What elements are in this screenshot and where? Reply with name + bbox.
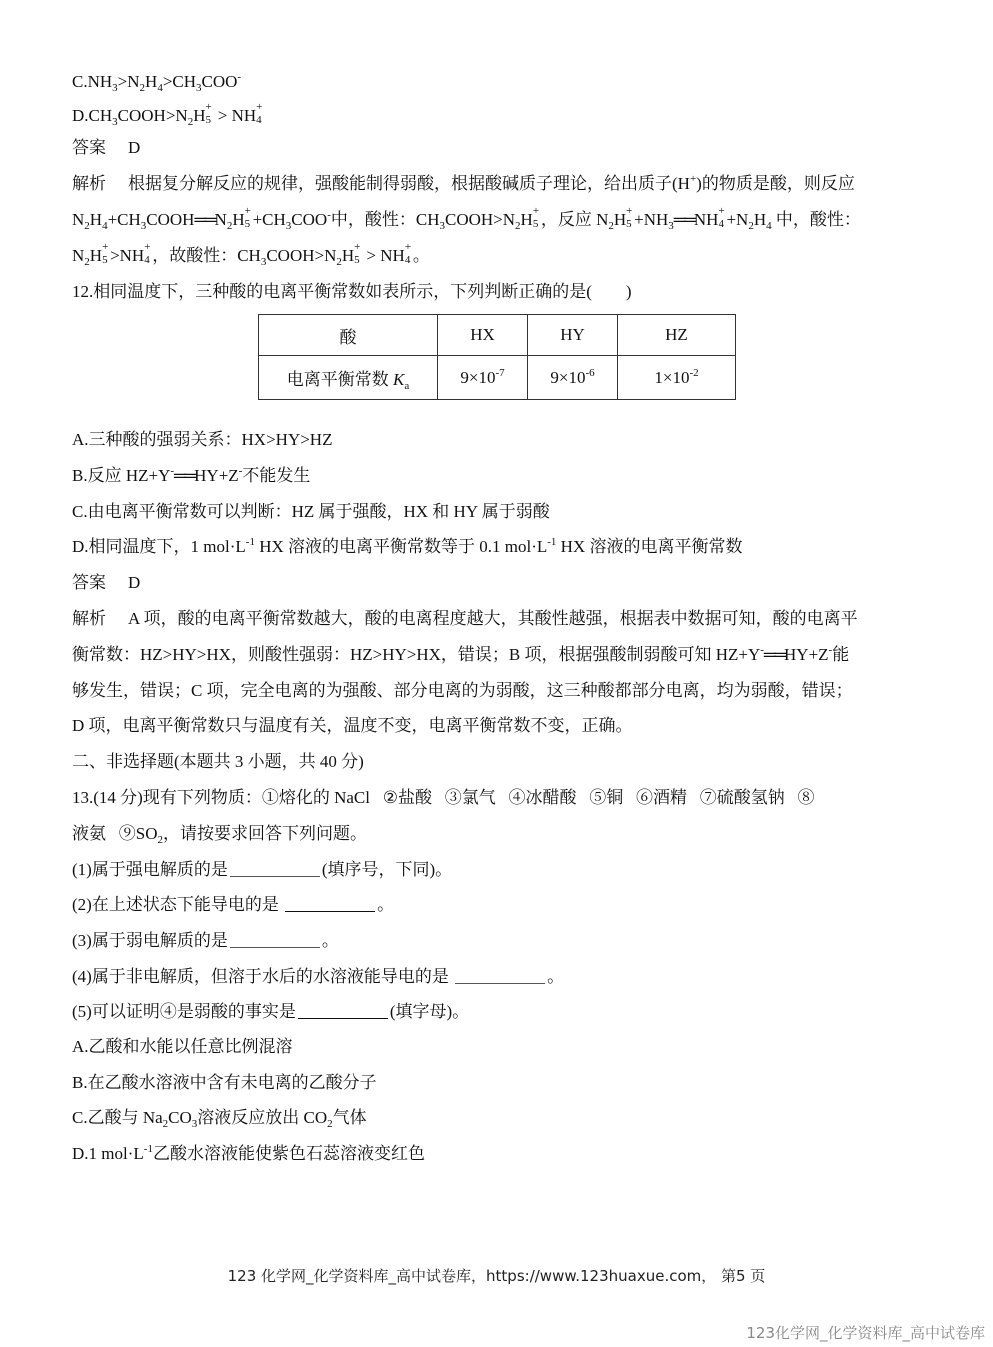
q13-sub1 <box>72 858 452 882</box>
q12-option-c: C.由电离平衡常数可以判断：HZ 属于强酸，HX 和 HY 属于弱酸 <box>72 502 550 521</box>
q13-item: ⑥酒精 <box>635 788 687 807</box>
q12-stem: 12.相同温度下，三种酸的电离平衡常数如表所示，下列判断正确的是( ) <box>72 282 632 301</box>
sub5-suffix: (填字母)。 <box>389 1002 470 1021</box>
so2-subscript: 2 <box>157 834 163 846</box>
q12-analysis-line4: D 项，电离平衡常数只与温度有关，温度不变，电离平衡常数不变，正确。 <box>72 716 633 735</box>
sub5-text: (5)可以证明④是弱酸的事实是 <box>72 1002 296 1021</box>
q13-option-c: C.乙酸与 $Na_2CO_3$溶液反应放出 $CO_2$气体 <box>72 1108 367 1130</box>
option-d-part3: HX 溶液的电离平衡常数 <box>556 537 743 556</box>
option-d-exp: -1 <box>143 1143 153 1155</box>
answer-blank-1[interactable] <box>230 860 320 877</box>
q13-option-b: B.在乙酸水溶液中含有未电离的乙酸分子 <box>72 1073 377 1092</box>
table-cell-hx <box>438 356 528 400</box>
option-d-exp1: -1 <box>245 536 255 548</box>
option-b-suffix: 不能发生 <box>242 466 311 485</box>
analysis-label: 解析 <box>72 609 106 628</box>
option-d-part2: HX 溶液的电离平衡常数等于 0.1 mol·L <box>254 537 548 556</box>
answer-blank-5[interactable] <box>298 1002 388 1019</box>
q12-answer <box>72 571 140 595</box>
answer-blank-2[interactable] <box>285 895 375 912</box>
q13-item: 液氨 <box>72 824 106 843</box>
q13-item: ①熔化的 NaCl <box>261 788 370 807</box>
page-footer: 123 化学网_化学资料库_高中试卷库，https://www.123huaxue.com， 第5 页 <box>227 1267 766 1285</box>
q13-instruction: ，请按要求回答下列问题。 <box>162 824 367 843</box>
hz-mantissa: 1×10 <box>654 367 690 387</box>
option-b-mid: HY+Z <box>194 466 239 485</box>
q13-option-d <box>72 1142 425 1166</box>
q12-option-d <box>72 535 742 559</box>
table-header-hy: HY <box>528 315 618 356</box>
q13-sub5 <box>72 1000 469 1024</box>
q12-analysis-line2: 衡常数：HZ>HY>HX，则酸性强弱：HZ>HY>HX，错误；B 项，根据强酸制弱酸可知 HZ+Y-══HY+Z-能 <box>72 644 850 664</box>
q13-item: ⑧ <box>797 788 815 807</box>
answer-label: 答案 <box>72 573 106 592</box>
analysis-text: HY+Z <box>784 645 829 664</box>
option-c-prev: $C.NH_3>N_2H_4>CH_3COO^-$ <box>72 71 242 94</box>
hx-exp: -7 <box>495 366 505 379</box>
sub4-suffix: 。 <box>547 967 565 986</box>
q12-analysis-line1 <box>72 607 858 631</box>
analysis-text: 能 <box>832 645 850 664</box>
option-d-text: 乙酸水溶液能使紫色石蕊溶液变红色 <box>152 1144 425 1163</box>
ka-symbol: K <box>393 370 405 389</box>
watermark: 123化学网_化学资料库_高中试卷库 <box>746 1324 985 1342</box>
analysis-prev-line3: $N_2H$ + 5 >NH + 4 ，故酸性：$CH_3COOH>N_2H$ + 5 > NH + 4 。 <box>72 241 430 268</box>
analysis-prev-line1: 解析 根据复分解反应的规律，强酸能制得弱酸，根据酸碱质子理论，给出质子(H+)的物质是酸，则反应 <box>72 173 855 193</box>
sub3-text: (3)属于弱电解质的是 <box>72 931 228 950</box>
q13-item: ⑨SO <box>118 824 158 843</box>
q13-item: ④冰醋酸 <box>508 788 577 807</box>
answer-blank-3[interactable] <box>230 931 320 948</box>
analysis-label: 解析 <box>72 174 106 193</box>
answer-blank-4[interactable] <box>455 967 545 984</box>
analysis-text: A 项，酸的电离平衡常数越大，酸的电离程度越大，其酸性越强，根据表中数据可知，酸的电离平 <box>128 609 858 628</box>
sub2-text: (2)在上述状态下能导电的是 <box>72 895 279 914</box>
option-c-text: C.乙酸与 Na <box>72 1108 163 1127</box>
q13-stem-line2 <box>72 822 367 846</box>
q13-sub4 <box>72 965 564 989</box>
sub2-suffix: 。 <box>377 895 395 914</box>
q13-prefix: 13.(14 分)现有下列物质： <box>72 788 262 807</box>
sub4-text: (4)属于非电解质，但溶于水后的水溶液能导电的是 <box>72 967 449 986</box>
section-heading: 二、非选择题(本题共 3 小题，共 40 分) <box>72 752 364 771</box>
option-d-prev: $D.CH_3COOH>N_2H$ + 5 > NH + 4 <box>72 101 263 128</box>
option-c-text: 溶液反应放出 CO <box>197 1108 328 1127</box>
hz-exp: -2 <box>689 366 699 379</box>
q13-item: ⑦硫酸氢钠 <box>699 788 785 807</box>
q13-stem-line1 <box>72 786 814 810</box>
table-row-label <box>259 356 438 400</box>
hy-mantissa: 9×10 <box>550 367 586 387</box>
answer-value: D <box>128 138 141 157</box>
option-c-text: CO <box>168 1108 192 1127</box>
row-label-text: 电离平衡常数 <box>286 370 389 389</box>
q13-item: ②盐酸 <box>382 788 432 807</box>
ka-subscript: a <box>404 380 410 392</box>
table-header-row <box>259 315 736 356</box>
answer-label: 答案 <box>72 138 106 157</box>
q13-sub3 <box>72 929 339 953</box>
option-c-text: 气体 <box>332 1108 367 1127</box>
table-row <box>259 356 736 400</box>
option-b-prefix: B.反应 HZ+Y <box>72 466 171 485</box>
option-d-part1: D.相同温度下，1 mol·L <box>72 537 246 556</box>
table-cell-hz <box>618 356 736 400</box>
sub1-text: (1)属于强电解质的是 <box>72 860 228 879</box>
q13-option-a: A.乙酸和水能以任意比例混溶 <box>72 1037 293 1056</box>
sub1-suffix: (填序号，下同)。 <box>321 860 453 879</box>
table-cell-hy <box>528 356 618 400</box>
hx-mantissa: 9×10 <box>460 367 496 387</box>
q12-option-b: B.反应 HZ+Y-══HY+Z-不能发生 <box>72 465 311 485</box>
table-header-hx: HX <box>438 315 528 356</box>
q12-analysis-line3: 够发生，错误；C 项，完全电离的为强酸、部分电离的为弱酸，这三种酸都部分电离，均为弱酸，错误； <box>72 681 853 700</box>
analysis-prev-line2: $N_2H_4+CH_3COOH══N_2H$ + 5 $+CH_3COO^-$中，酸性：$CH_3COOH>N_2H$ + 5 ，反应 $N_2H$ + 5 $+NH_3══NH$ + 4 $+N_2H_4$ 中，酸性： <box>72 205 861 232</box>
option-d-text: D.1 mol·L <box>72 1144 144 1163</box>
sub3-suffix: 。 <box>321 931 339 950</box>
option-d-exp2: -1 <box>547 536 557 548</box>
q13-item: ③氯气 <box>444 788 496 807</box>
table-header-acid: 酸 <box>259 315 438 356</box>
answer-value: D <box>128 573 141 592</box>
ka-table <box>258 314 736 400</box>
q12-option-a: A.三种酸的强弱关系：HX>HY>HZ <box>72 430 333 449</box>
q13-item: ⑤铜 <box>589 788 624 807</box>
analysis-text: 衡常数：HZ>HY>HX，则酸性强弱：HZ>HY>HX，错误；B 项，根据强酸制弱酸可知 HZ+Y <box>72 645 761 664</box>
hy-exp: -6 <box>585 366 595 379</box>
answer-prev <box>72 136 140 160</box>
table-header-hz: HZ <box>618 315 736 356</box>
q13-sub2 <box>72 893 394 917</box>
